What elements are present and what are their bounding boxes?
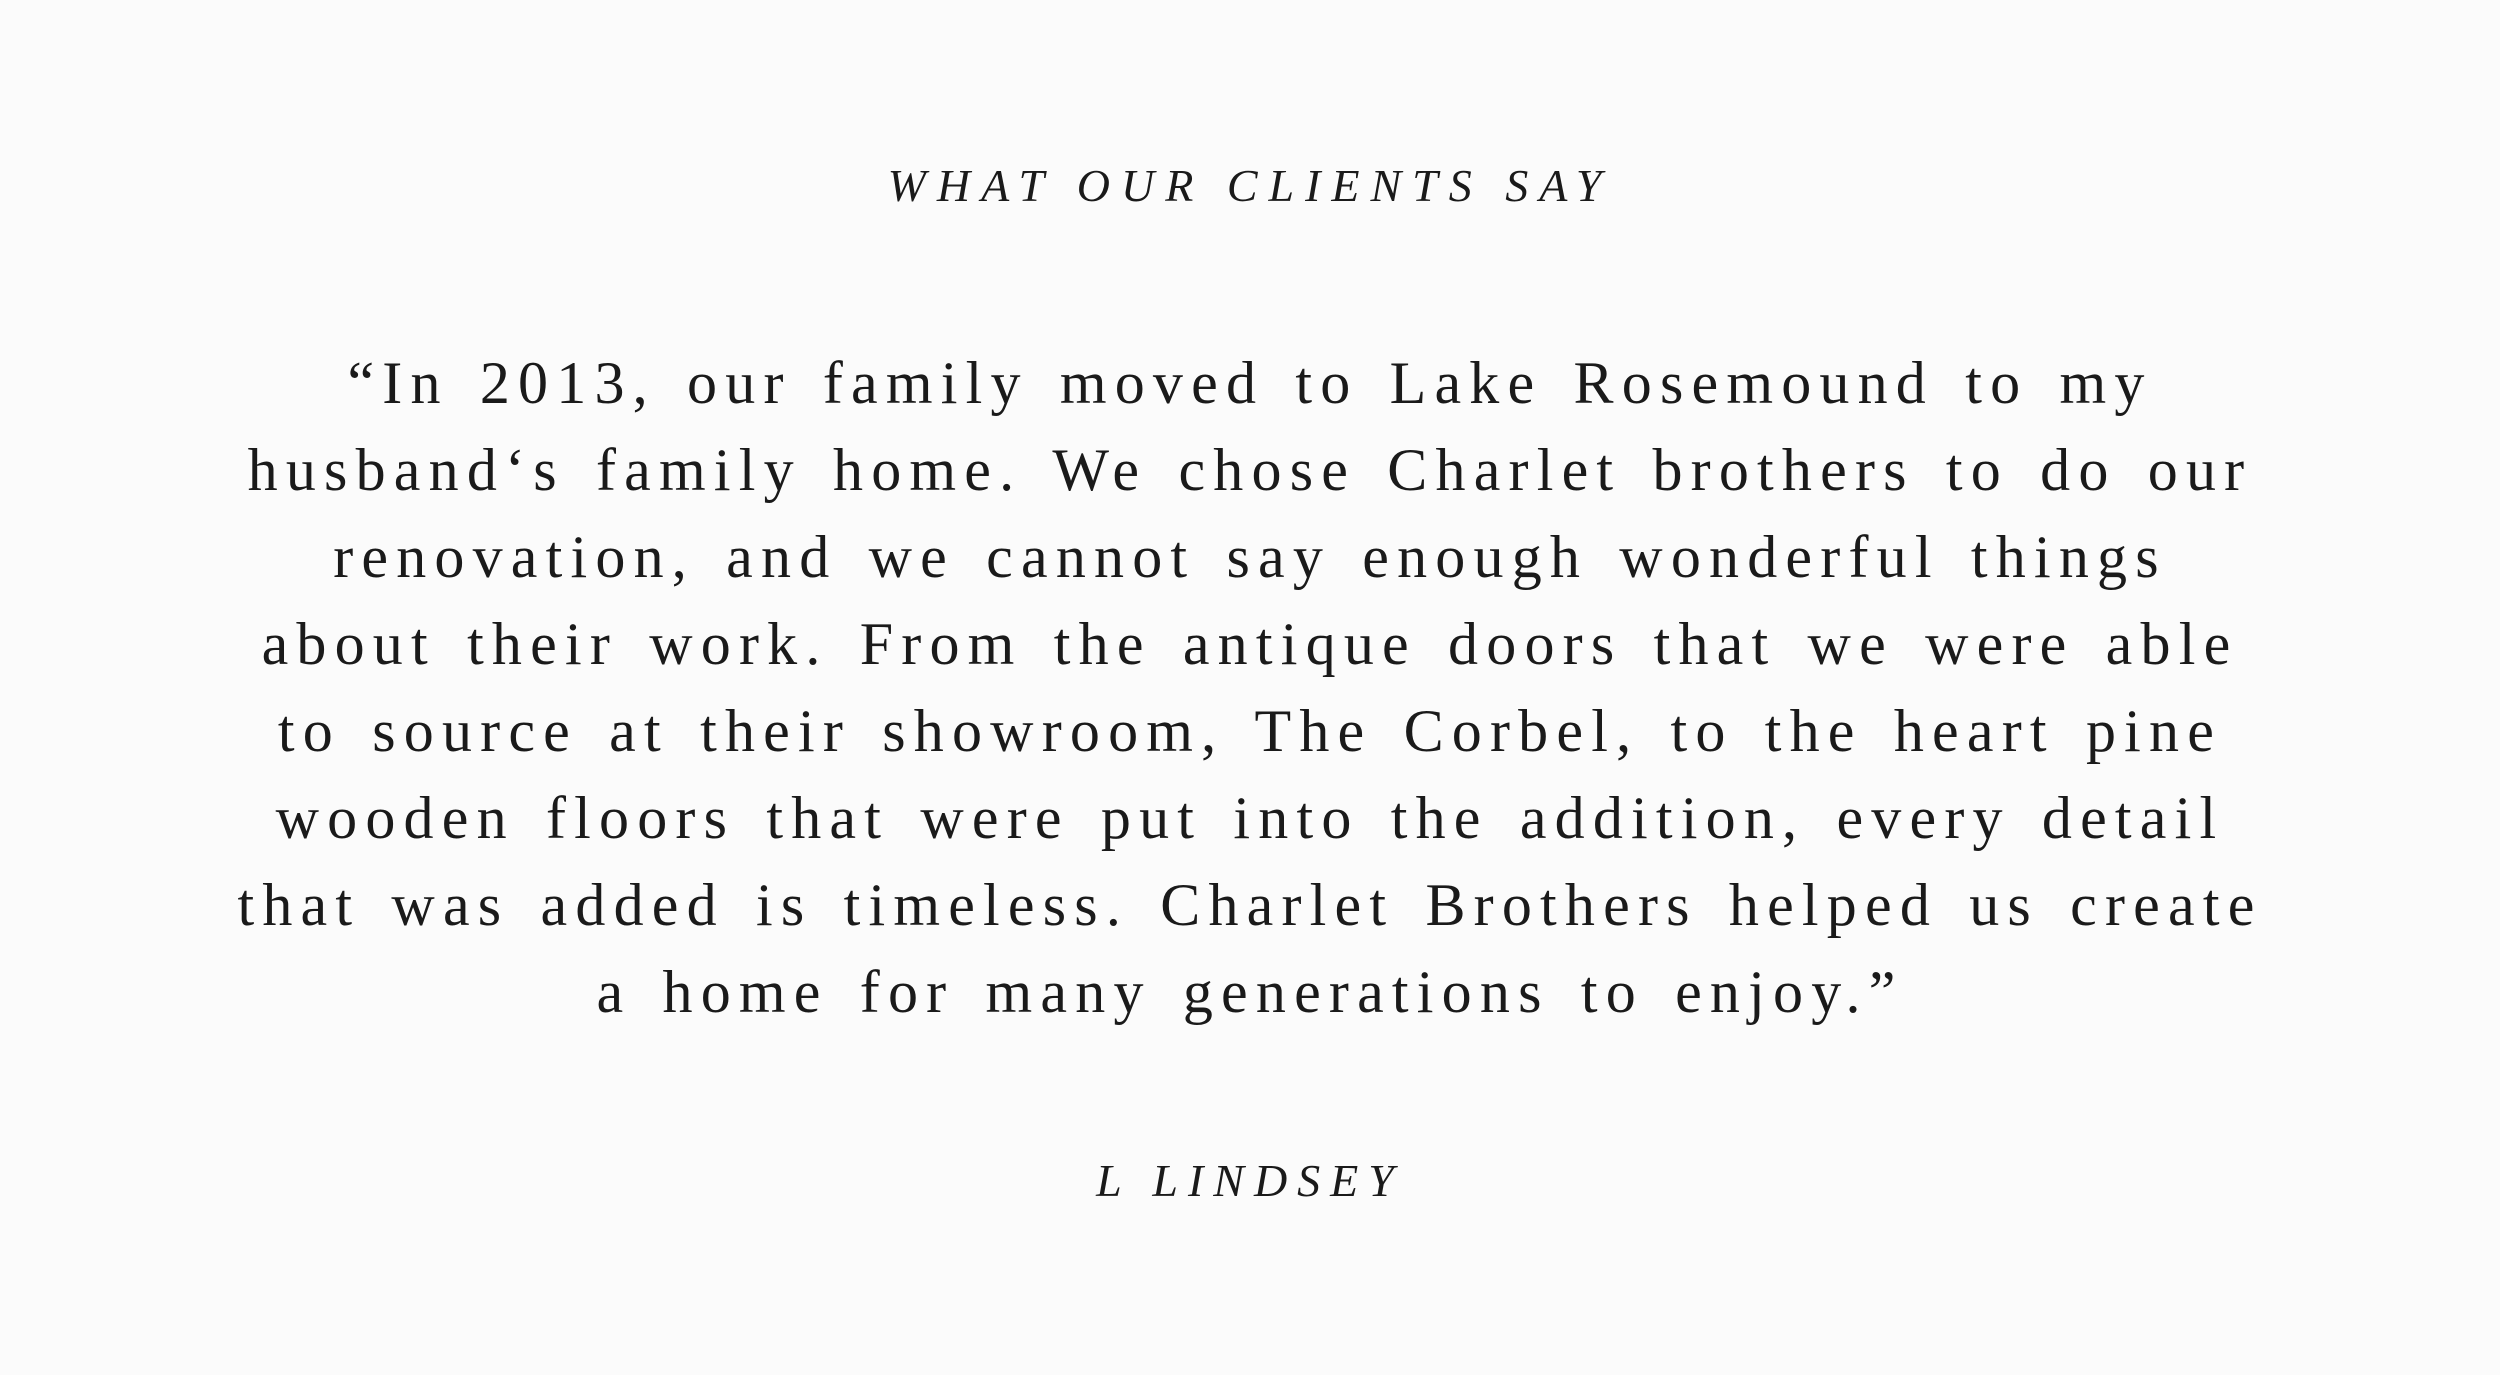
- section-heading: WHAT OUR CLIENTS SAY: [887, 160, 1613, 211]
- quote-line: that was added is timeless. Charlet Brothers helped us create: [237, 872, 2263, 938]
- quote-line: wooden floors that were put into the addition, every detail: [275, 785, 2225, 851]
- quote-line: renovation, and we cannot say enough wonderful things: [333, 524, 2167, 590]
- quote-line: to source at their showroom, The Corbel, to the heart pine: [277, 698, 2223, 764]
- client-name: L LINDSEY: [1096, 1155, 1404, 1206]
- quote-line: husband‘s family home. We chose Charlet brothers to do our: [247, 437, 2253, 503]
- quote-line: a home for many generations to enjoy.”: [596, 959, 1904, 1025]
- testimonial-quote: [50, 340, 2450, 1036]
- quote-line: about their work. From the antique doors that we were able: [261, 611, 2239, 677]
- quote-line: “In 2013, our family moved to Lake Rosemound to my: [347, 350, 2153, 416]
